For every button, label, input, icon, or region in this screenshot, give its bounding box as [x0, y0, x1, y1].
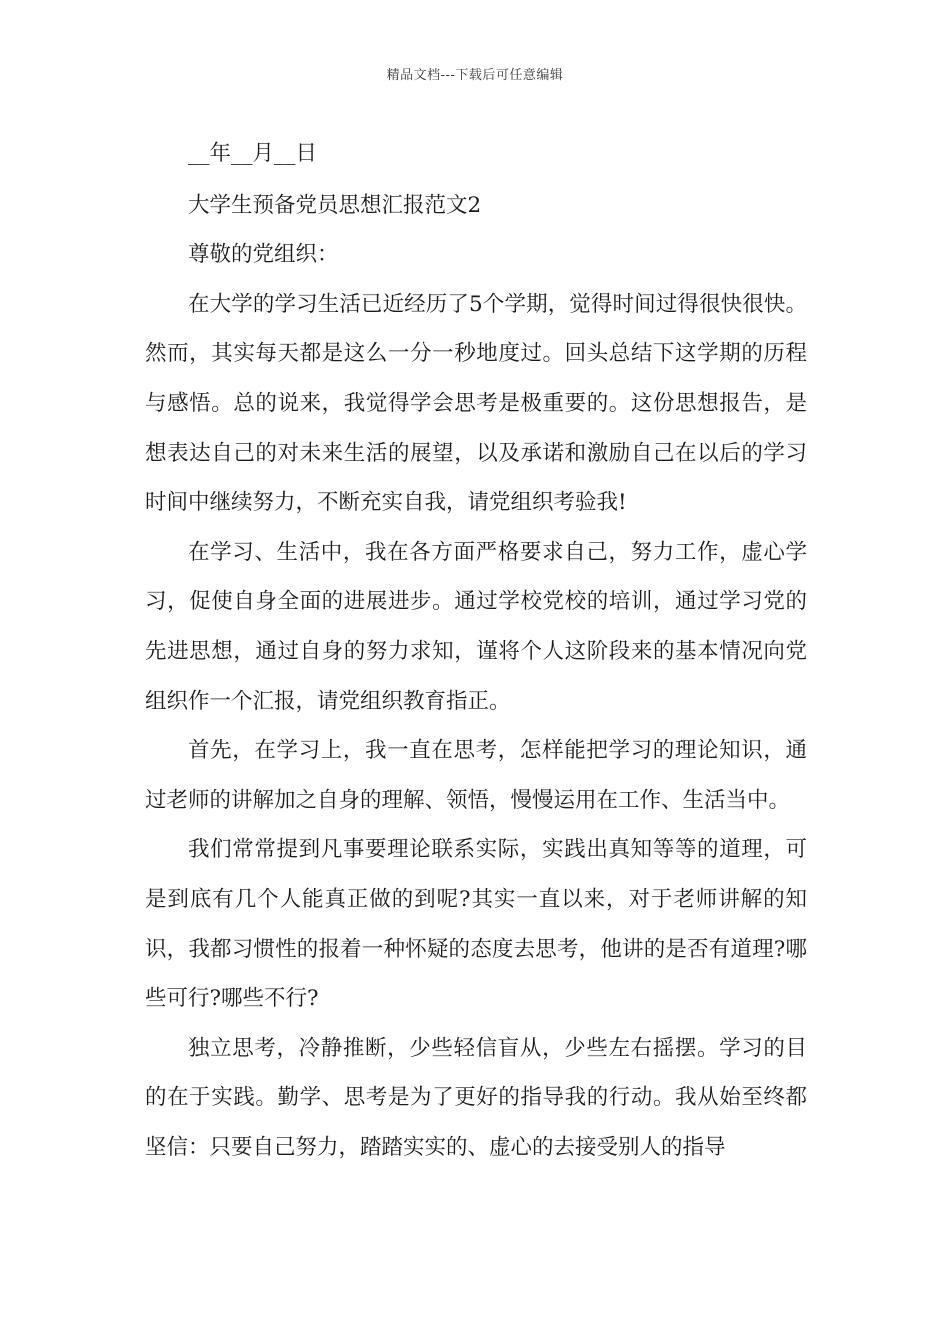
- page-header: 精品文档---下载后可任意编辑: [386, 68, 564, 83]
- paragraph: 独立思考，冷静推断，少些轻信盲从，少些左右摇摆。学习的目的在于实践。勤学、思考是为了更好的指导我的行动。我从始至终都坚信：只要自己努力，踏踏实实的、虚心的去接受别人的指导: [145, 1035, 807, 1160]
- paragraph: 首先，在学习上，我一直在思考，怎样能把学习的理论知识，通过老师的讲解加之自身的理解、领悟，慢慢运用在工作、生活当中。: [145, 738, 807, 813]
- paragraph: 在大学的学习生活已近经历了5个学期，觉得时间过得很快很快。然而，其实每天都是这么一分一秒地度过。回头总结下这学期的历程与感悟。总的说来，我觉得学会思考是极重要的。这份思想报告，是想表达自己的对未来生活的展望，以及承诺和激励自己在以后的学习时间中继续努力，不断充实自我，请党组织考验我!: [145, 291, 807, 516]
- document-body: [145, 129, 807, 1172]
- date-line: __年__月__日: [188, 141, 318, 166]
- salutation: 尊敬的党组织：: [188, 242, 339, 268]
- paragraph: 我们常常提到凡事要理论联系实际，实践出真知等等的道理，可是到底有几个人能真正做的到呢?其实一直以来，对于老师讲解的知识，我都习惯性的报着一种怀疑的态度去思考，他讲的是否有道理?哪些可行?哪些不行?: [145, 837, 807, 1012]
- document-title: 大学生预备党员思想汇报范文2: [188, 192, 482, 218]
- paragraph: 在学习、生活中，我在各方面严格要求自己，努力工作，虚心学习，促使自身全面的进展进步。通过学校党校的培训，通过学习党的先进思想，通过自身的努力求知，谨将个人这阶段来的基本情况向党组织作一个汇报，请党组织教育指正。: [145, 539, 807, 714]
